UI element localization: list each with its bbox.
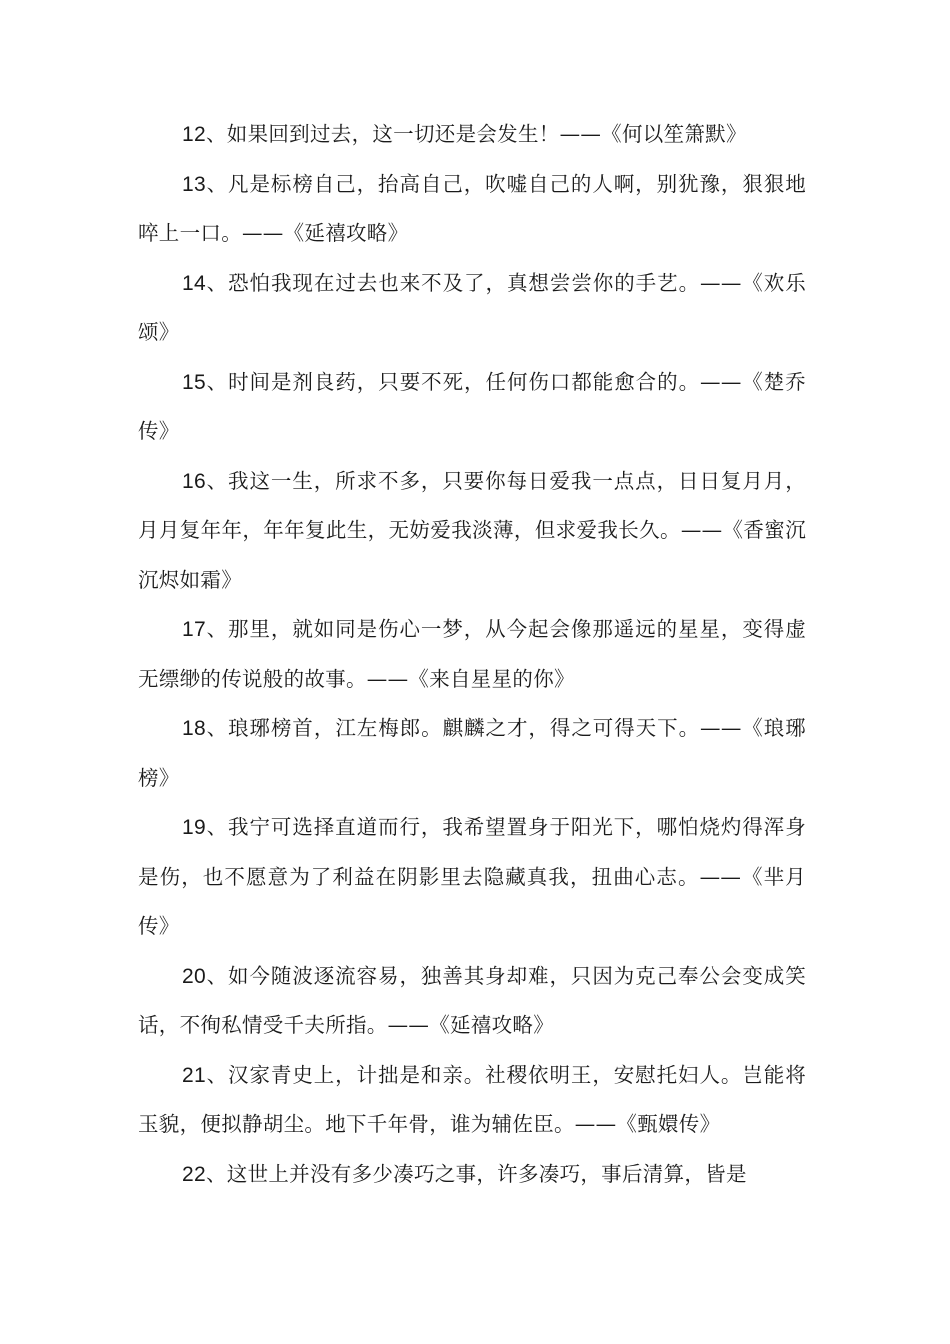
quote-text: 、凡是标榜自己，抬高自己，吹嘘自己的人啊，别犹豫，狠狠地啐上一口。——《延禧攻略》 bbox=[138, 171, 806, 245]
quote-item-19 bbox=[138, 803, 806, 952]
quote-number: 14 bbox=[182, 271, 206, 295]
quote-item-12 bbox=[138, 110, 806, 160]
quote-text: 、那里，就如同是伤心一梦，从今起会像那遥远的星星，变得虚无缥缈的传说般的故事。——《来自星星的你》 bbox=[138, 617, 806, 691]
quote-text: 、琅琊榜首，江左梅郎。麒麟之才，得之可得天下。——《琅琊榜》 bbox=[138, 716, 806, 790]
quote-item-20 bbox=[138, 952, 806, 1051]
quote-number: 22 bbox=[182, 1162, 206, 1186]
quote-item-22 bbox=[138, 1150, 806, 1200]
quote-text: 、恐怕我现在过去也来不及了，真想尝尝你的手艺。——《欢乐颂》 bbox=[138, 270, 806, 344]
quote-number: 17 bbox=[182, 618, 206, 641]
quote-item-17 bbox=[138, 605, 806, 704]
quote-text: 、如果回到过去，这一切还是会发生！——《何以笙箫默》 bbox=[205, 122, 747, 146]
quote-text: 、这世上并没有多少凑巧之事，许多凑巧，事后清算，皆是 bbox=[205, 1161, 747, 1186]
quote-number: 16 bbox=[182, 469, 206, 493]
quote-text: 、如今随波逐流容易，独善其身却难，只因为克己奉公会变成笑话，不徇私情受千夫所指。——《延禧攻略》 bbox=[138, 963, 806, 1037]
quote-item-13 bbox=[138, 160, 806, 259]
quote-text: 、我这一生，所求不多，只要你每日爱我一点点，日日复月月，月月复年年，年年复此生，无妨爱我淡薄，但求爱我长久。——《香蜜沉沉烬如霜》 bbox=[138, 468, 806, 592]
quote-number: 18 bbox=[182, 717, 206, 740]
quote-item-21 bbox=[138, 1051, 806, 1150]
quote-text: 、我宁可选择直道而行，我希望置身于阳光下，哪怕烧灼得浑身是伤，也不愿意为了利益在阴影里去隐藏真我，扭曲心志。——《芈月传》 bbox=[138, 815, 806, 938]
quote-item-14 bbox=[138, 259, 806, 358]
quote-text: 、汉家青史上，计拙是和亲。社稷依明王，安慰托妇人。岂能将玉貌，便拟静胡尘。地下千年骨，谁为辅佐臣。——《甄嬛传》 bbox=[138, 1062, 806, 1136]
quote-number: 12 bbox=[182, 123, 206, 146]
quote-item-18 bbox=[138, 704, 806, 803]
quote-number: 15 bbox=[182, 370, 206, 394]
quote-number: 19 bbox=[182, 816, 206, 839]
quote-list bbox=[138, 110, 806, 1199]
quote-item-16 bbox=[138, 457, 806, 606]
quote-item-15 bbox=[138, 358, 806, 457]
quote-number: 20 bbox=[182, 964, 206, 988]
quote-text: 、时间是剂良药，只要不死，任何伤口都能愈合的。——《楚乔传》 bbox=[138, 369, 806, 443]
quote-number: 21 bbox=[182, 1063, 206, 1087]
quote-number: 13 bbox=[182, 172, 206, 196]
